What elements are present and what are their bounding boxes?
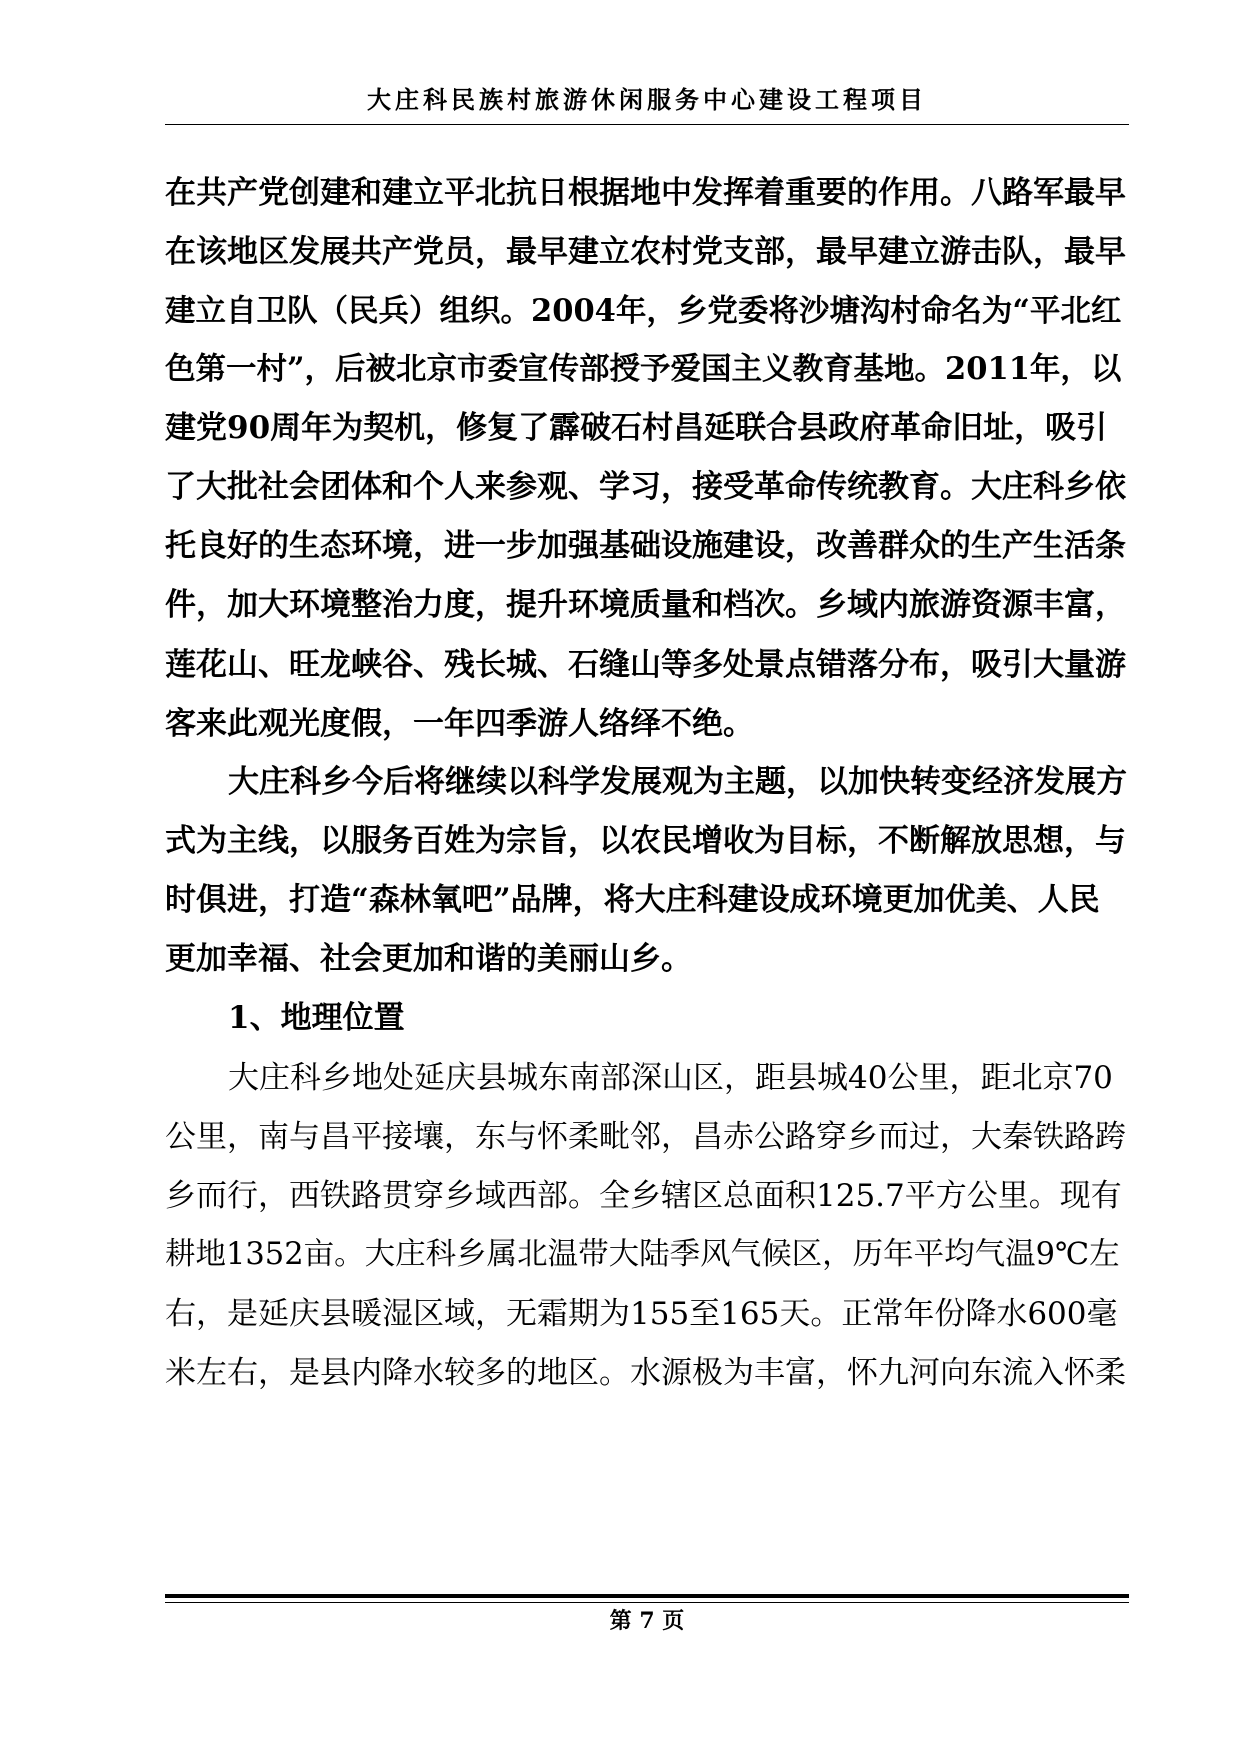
section-line: 耕地1352亩。大庄科乡属北温带大陆季风气候区，历年平均气温9℃左 [165,1237,1120,1272]
section-line: 大庄科乡地处延庆县城东南部深山区，距县城40公里，距北京70 [228,1060,1113,1096]
body-line: 更加幸福、社会更加和谐的美丽山乡。 [165,941,692,977]
body-line: 式为主线，以服务百姓为宗旨，以农民增收为目标，不断解放思想，与 [165,823,1126,859]
footer-divider-thick [165,1594,1129,1598]
footer-divider-thin [165,1602,1129,1603]
body-line: 时俱进，打造“森林氧吧”品牌，将大庄科建设成环境更加优美、人民 [165,882,1100,918]
body-line: 建立自卫队（民兵）组织。2004年，乡党委将沙塘沟村命名为“平北红 [165,293,1122,329]
body-line: 客来此观光度假，一年四季游人络绎不绝。 [165,706,754,742]
section-line: 米左右，是县内降水较多的地区。水源极为丰富，怀九河向东流入怀柔 [165,1355,1126,1391]
body-line: 件，加大环境整治力度，提升环境质量和档次。乡域内旅游资源丰富， [165,587,1126,623]
section-line: 乡而行，西铁路贯穿乡域西部。全乡辖区总面积125.7平方公里。现有 [165,1178,1122,1214]
body-line: 莲花山、旺龙峡谷、残长城、石缝山等多处景点错落分布，吸引大量游 [165,647,1126,683]
body-line: 色第一村”，后被北京市委宣传部授予爱国主义教育基地。2011年，以 [165,351,1122,387]
header-divider [165,124,1129,125]
body-line: 了大批社会团体和个人来参观、学习，接受革命传统教育。大庄科乡依 [165,469,1126,505]
section-line: 右，是延庆县暖湿区域，无霜期为155至165天。正常年份降水600毫 [165,1296,1118,1332]
body-line: 大庄科乡今后将继续以科学发展观为主题，以加快转变经济发展方 [228,764,1127,800]
section-heading: 1、地理位置 [228,1000,405,1036]
body-line: 在该地区发展共产党员，最早建立农村党支部，最早建立游击队，最早 [165,234,1126,270]
section-line: 公里，南与昌平接壤，东与怀柔毗邻，昌赤公路穿乡而过，大秦铁路跨 [165,1119,1126,1155]
body-line: 托良好的生态环境，进一步加强基础设施建设，改善群众的生产生活条 [165,528,1126,564]
body-line: 建党90周年为契机，修复了霹破石村昌延联合县政府革命旧址，吸引 [165,410,1108,446]
body-line: 在共产党创建和建立平北抗日根据地中发挥着重要的作用。八路军最早 [165,175,1126,211]
document-header-title: 大庄科民族村旅游休闲服务中心建设工程项目 [367,85,927,114]
page-number: 第 7 页 [609,1608,685,1634]
